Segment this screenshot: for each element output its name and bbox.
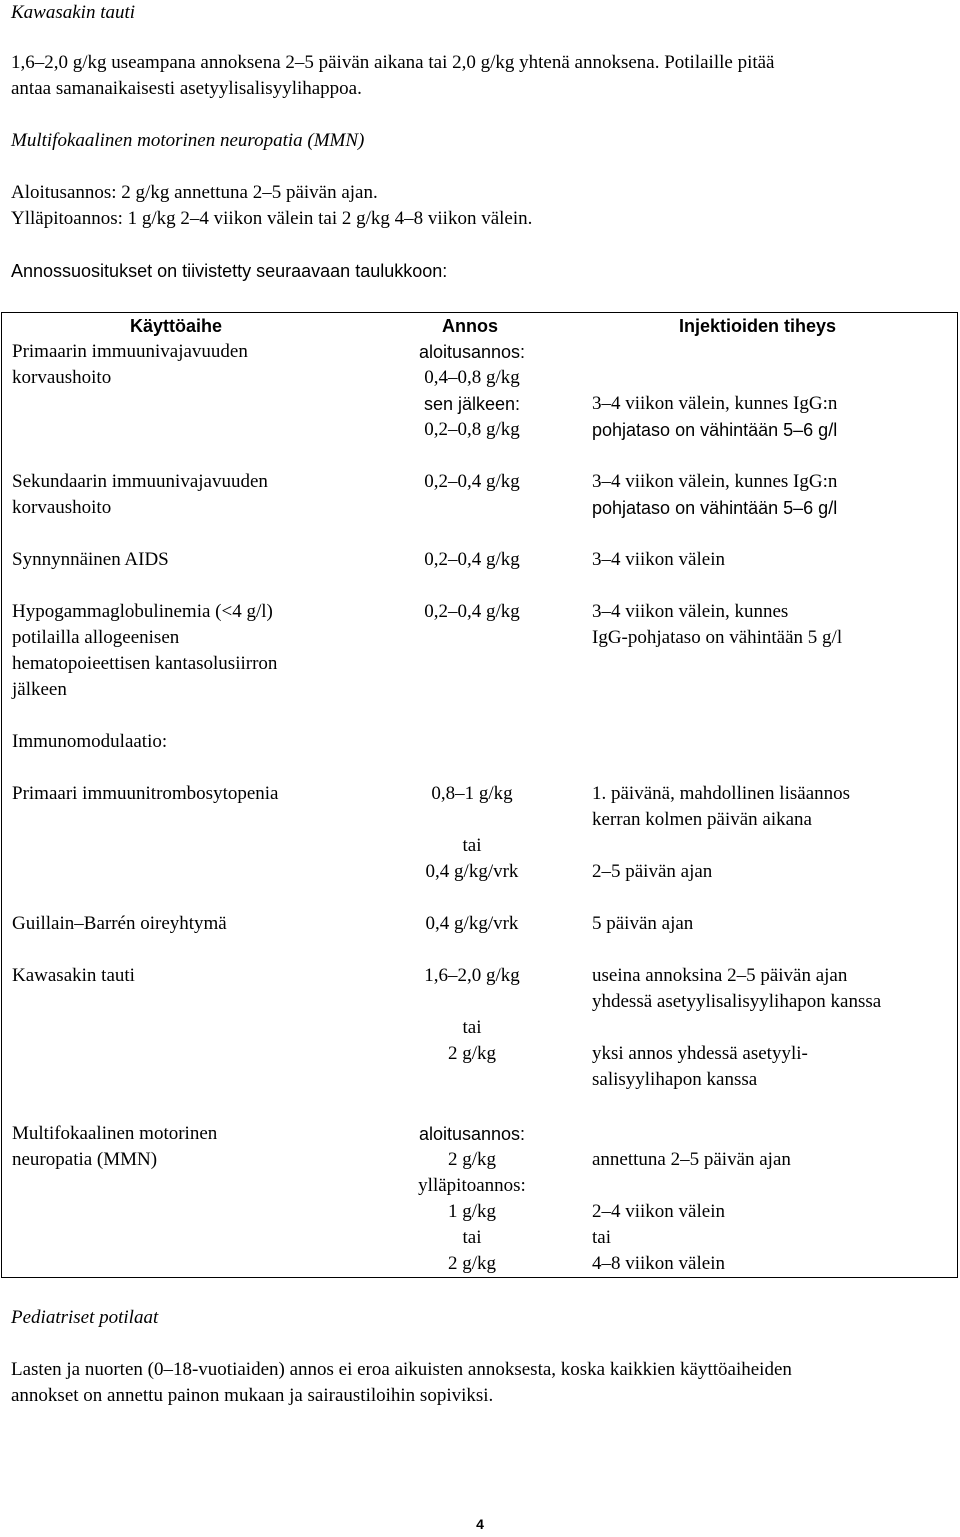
frequency-text: pohjataso on vähintään 5–6 g/l [592,420,838,440]
frequency-text: kerran kolmen päivän aikana [592,809,812,830]
indication-text: Primaarin immuunivajavuuden [12,341,248,362]
dose-text: 0,2–0,4 g/kg [424,549,520,570]
frequency-text: 3–4 viikon välein, kunnes IgG:n [592,393,838,414]
indication-text: neuropatia (MMN) [12,1149,158,1170]
frequency-text: annettuna 2–5 päivän ajan [592,1149,791,1170]
column-header-dose: Annos [442,316,498,336]
indication-text: Primaari immuunitrombosytopenia [12,783,279,804]
frequency-text: yhdessä asetyylisalisyylihapon kanssa [592,991,882,1012]
indication-text: potilailla allogeenisen [12,627,180,648]
column-header-frequency: Injektioiden tiheys [679,316,837,336]
dose-text: 0,2–0,4 g/kg [424,471,520,492]
dose-text: 0,8–1 g/kg [431,783,513,804]
kawasaki-text-line: 1,6–2,0 g/kg useampana annoksena 2–5 päivän aikana tai 2,0 g/kg yhtenä annoksena. Potilaille pitää [11,52,775,73]
summary-text: Annossuositukset on tiivistetty seuraavaan taulukkoon: [11,261,448,281]
indication-text: hematopoieettisen kantasolusiirron [12,653,278,674]
page-number: 4 [476,1516,484,1532]
dose-text: 0,4 g/kg/vrk [425,861,519,882]
dose-text: tai [462,1017,482,1038]
mmn-text-line: Aloitusannos: 2 g/kg annettuna 2–5 päivän ajan. [11,182,378,203]
indication-text: Synnynnäinen AIDS [12,549,169,570]
dose-text: 0,4 g/kg/vrk [425,913,519,934]
pediatric-heading: Pediatriset potilaat [11,1307,159,1328]
column-header-indication: Käyttöaihe [130,316,223,336]
indication-text: Multifokaalinen motorinen [12,1123,218,1144]
pediatric-text-line: Lasten ja nuorten (0–18-vuotiaiden) annos ei eroa aikuisten annoksesta, koska kaikkien käyttöaiheiden [11,1359,792,1380]
mmn-heading: Multifokaalinen motorinen neuropatia (MMN) [11,130,365,151]
frequency-text: 3–4 viikon välein, kunnes IgG:n [592,471,838,492]
dose-text: 1 g/kg [447,1201,497,1222]
dose-text: 0,2–0,8 g/kg [424,419,520,440]
indication-text: Kawasakin tauti [12,965,135,986]
dose-text: tai [462,1227,482,1248]
indication-text: jälkeen [12,679,67,700]
frequency-text: salisyylihapon kanssa [592,1069,758,1090]
frequency-text: 3–4 viikon välein, kunnes [592,601,789,622]
immunomodulation-label: Immunomodulaatio: [12,731,168,752]
frequency-text: 4–8 viikon välein [592,1253,725,1274]
frequency-text: 3–4 viikon välein [592,549,725,570]
dose-text: 2 g/kg [447,1253,497,1274]
dose-text: ylläpitoannos: [418,1175,526,1196]
kawasaki-heading: Kawasakin tauti [11,2,136,23]
frequency-text: useina annoksina 2–5 päivän ajan [592,965,848,986]
dose-text: tai [462,835,482,856]
indication-text: korvaushoito [12,367,112,388]
frequency-text: 2–5 päivän ajan [592,861,713,882]
dose-text: sen jälkeen: [423,394,521,414]
frequency-text: tai [592,1227,611,1248]
indication-text: korvaushoito [12,497,112,518]
dose-text: aloitusannos: [418,342,526,362]
frequency-text: 2–4 viikon välein [592,1201,725,1222]
pediatric-text-line: annokset on annettu painon mukaan ja sairaustiloihin sopiviksi. [11,1385,494,1406]
frequency-text: IgG-pohjataso on vähintään 5 g/l [592,627,843,648]
indication-text: Hypogammaglobulinemia (<4 g/l) [12,601,273,622]
dose-text: 0,4–0,8 g/kg [424,367,520,388]
frequency-text: 1. päivänä, mahdollinen lisäannos [592,783,851,804]
dosage-table [1,312,958,1278]
indication-text: Sekundaarin immuunivajavuuden [12,471,268,492]
dose-text: 1,6–2,0 g/kg [424,965,520,986]
frequency-text: pohjataso on vähintään 5–6 g/l [592,498,838,518]
dose-text: aloitusannos: [418,1124,526,1144]
frequency-text: 5 päivän ajan [592,913,694,934]
indication-text: Guillain–Barrén oireyhtymä [12,913,227,934]
dose-text: 2 g/kg [447,1043,497,1064]
kawasaki-text-line: antaa samanaikaisesti asetyylisalisyylihappoa. [11,78,362,99]
mmn-text-line: Ylläpitoannos: 1 g/kg 2–4 viikon välein tai 2 g/kg 4–8 viikon välein. [11,208,533,229]
dose-text: 2 g/kg [447,1149,497,1170]
dose-text: 0,2–0,4 g/kg [424,601,520,622]
frequency-text: yksi annos yhdessä asetyyli- [592,1043,808,1064]
